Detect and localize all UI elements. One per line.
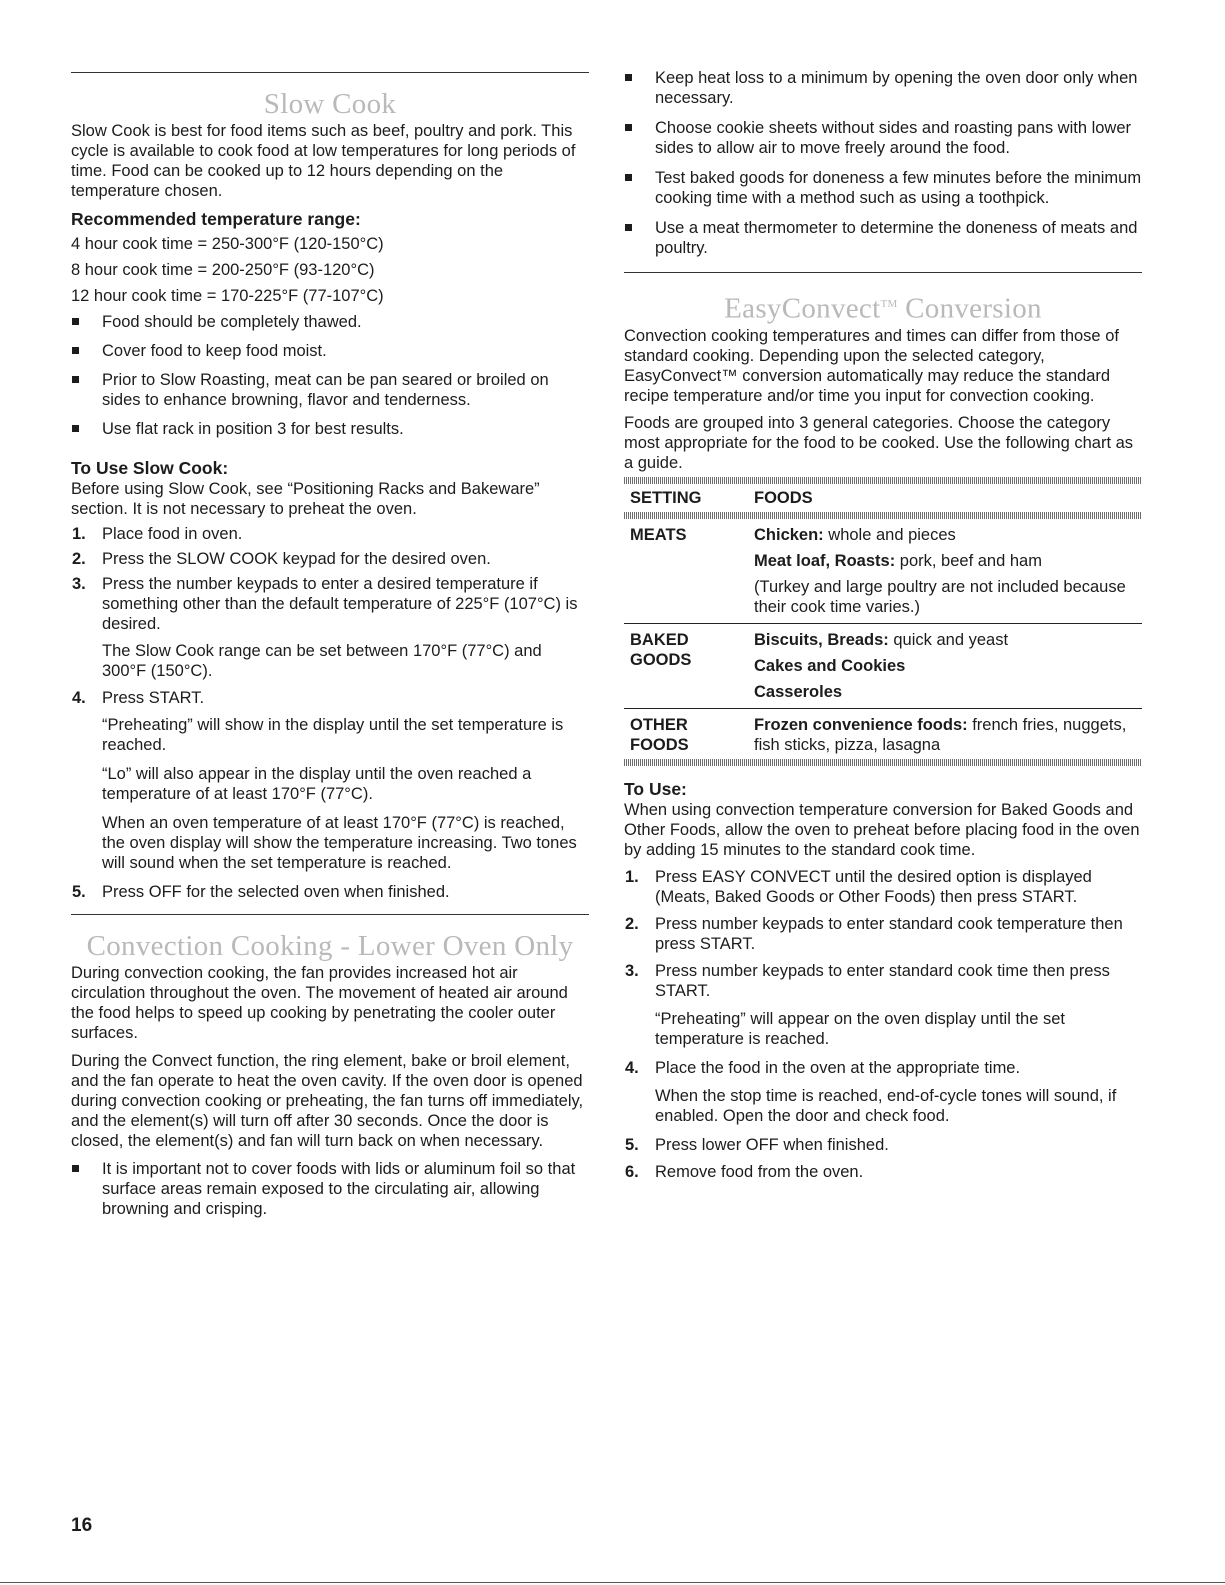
step-number: 3.	[72, 575, 86, 593]
step-note: When the stop time is reached, end-of-cycle tones will sound, if enabled. Open the door and check food.	[655, 1086, 1117, 1125]
foods-cell	[754, 709, 1142, 759]
step-number: 4.	[72, 689, 86, 707]
step-note: The Slow Cook range can be set between 170°F (77°C) and 300°F (150°C).	[102, 642, 542, 680]
step-number: 4.	[625, 1058, 639, 1077]
step-item	[624, 914, 1142, 954]
bullet-item: Use flat rack in position 3 for best results.	[71, 419, 589, 439]
range-item: 4 hour cook time = 250-300°F (120-150°C)	[71, 235, 384, 253]
setting-label: GOODS	[630, 650, 692, 669]
step-item	[624, 1135, 1142, 1155]
bullet-item: Food should be completely thawed.	[71, 312, 589, 332]
food-label: Chicken:	[754, 525, 824, 544]
bullet-item: Choose cookie sheets without sides and roasting pans with lower sides to allow air to move freely around the food.	[624, 118, 1142, 158]
to-use-intro: When using convection temperature conversion for Baked Goods and Other Foods, allow the oven to preheat before placing food in the oven by adding 15 minutes to the standard cook time.	[624, 800, 1140, 859]
bullet-item: Cover food to keep food moist.	[71, 341, 589, 361]
range-list	[71, 234, 589, 306]
table-header-setting: SETTING	[630, 488, 702, 507]
setting-baked-goods	[624, 624, 754, 708]
to-use-heading: To Use:	[624, 778, 687, 799]
step-item	[624, 961, 1142, 1001]
step-text: Place food in oven.	[102, 525, 243, 543]
easyconvect-para-1: Convection cooking temperatures and times can differ from those of standard cooking. Depending upon the selected category, EasyConvect™ conversion automatically may reduce the standard recipe temperature and/or time you input for convection cooking.	[624, 326, 1119, 405]
foods-cell	[754, 624, 1142, 708]
conversion-table	[624, 484, 1142, 512]
food-note: (Turkey and large poultry are not included because their cook time varies.)	[754, 577, 1126, 616]
table-header-row	[624, 484, 1142, 512]
step-item	[624, 1058, 1142, 1078]
title-text: EasyConvect	[724, 292, 881, 325]
step-number: 1.	[72, 525, 86, 543]
step-item	[71, 549, 589, 569]
left-column	[71, 0, 589, 1219]
step-text: Remove food from the oven.	[655, 1162, 864, 1181]
step-item	[71, 574, 589, 634]
food-desc: whole and pieces	[823, 525, 956, 544]
step-text: Press START.	[102, 689, 205, 707]
setting-label: OTHER	[630, 715, 688, 734]
page-bottom-edge	[0, 1582, 1225, 1583]
easyconvect-para-2: Foods are grouped into 3 general categories. Choose the category most appropriate for the food to be cooked. Use the following chart as a guide.	[624, 413, 1134, 472]
range-item: 8 hour cook time = 200-250°F (93-120°C)	[71, 261, 375, 279]
easyconvect-steps	[624, 867, 1142, 1182]
title-text: Conversion	[905, 292, 1042, 325]
step-number: 2.	[625, 914, 639, 933]
bullet-item: Use a meat thermometer to determine the doneness of meats and poultry.	[624, 218, 1142, 258]
table-row	[624, 709, 1142, 759]
step-item	[624, 1162, 1142, 1182]
slow-cook-intro: Slow Cook is best for food items such as beef, poultry and pork. This cycle is available to cook food at low temperatures for long periods of time. Food can be cooked up to 12 hours depending on the temperature chosen.	[71, 122, 576, 200]
setting-label: FOODS	[630, 735, 689, 754]
page-number: 16	[71, 1515, 93, 1536]
step-note: “Lo” will also appear in the display until the oven reached a temperature of at least 170°F (77°C).	[102, 765, 532, 803]
step-number: 2.	[72, 550, 86, 568]
step-number: 5.	[625, 1135, 639, 1154]
conversion-table-body	[624, 624, 1142, 708]
range-heading: Recommended temperature range:	[71, 209, 361, 229]
slow-cook-steps	[71, 524, 589, 902]
step-note: When an oven temperature of at least 170°F (77°C) is reached, the oven display will show the temperature increasing. Two tones will sound when the set temperature is reached.	[102, 814, 577, 872]
step-note: “Preheating” will show in the display until the set temperature is reached.	[102, 716, 564, 754]
easyconvect-title	[624, 287, 1142, 326]
section-rule	[71, 914, 589, 915]
bullet-item: Prior to Slow Roasting, meat can be pan seared or broiled on sides to enhance browning, flavor and tenderness.	[71, 370, 589, 410]
step-text: Press number keypads to enter standard cook temperature then press START.	[655, 914, 1123, 953]
slow-cook-bullets	[71, 312, 589, 439]
table-row	[624, 624, 1142, 708]
section-rule	[71, 72, 589, 73]
food-desc: french fries, nuggets, fish sticks, pizza, lasagna	[754, 715, 1127, 754]
step-text: Press the number keypads to enter a desired temperature if something other than the default temperature of 225°F (107°C) is desired.	[102, 575, 578, 633]
step-number: 3.	[625, 961, 639, 980]
table-row	[624, 519, 1142, 623]
step-text: Place the food in the oven at the appropriate time.	[655, 1058, 1021, 1077]
step-number: 5.	[72, 883, 86, 901]
table-bottom-dots	[624, 759, 1142, 766]
step-item	[624, 867, 1142, 907]
food-label: Biscuits, Breads:	[754, 630, 889, 649]
step-text: Press number keypads to enter standard cook time then press START.	[655, 961, 1110, 1000]
to-use-slow-cook-heading: To Use Slow Cook:	[71, 458, 229, 478]
foods-cell	[754, 519, 1142, 623]
food-entry: Casseroles	[754, 682, 843, 701]
setting-meats: MEATS	[630, 525, 687, 544]
step-text: Press lower OFF when finished.	[655, 1135, 889, 1154]
trademark: TM	[880, 298, 898, 310]
food-entry	[754, 715, 1142, 755]
table-top-dots	[624, 477, 1142, 484]
bullet-item: It is important not to cover foods with lids or aluminum foil so that surface areas remain exposed to the circulating air, allowing browning and crisping.	[71, 1159, 589, 1219]
step-text: Press EASY CONVECT until the desired option is displayed (Meats, Baked Goods or Other Foods) then press START.	[655, 867, 1092, 906]
conversion-table-body	[624, 519, 1142, 623]
setting-label: BAKED	[630, 630, 689, 649]
conversion-table-body	[624, 709, 1142, 759]
step-number: 1.	[625, 867, 639, 886]
table-header-foods: FOODS	[754, 488, 813, 507]
food-entry	[754, 525, 1142, 545]
range-item: 12 hour cook time = 170-225°F (77-107°C)	[71, 287, 384, 305]
to-use-intro: Before using Slow Cook, see “Positioning Racks and Bakeware” section. It is not necessary to preheat the oven.	[71, 480, 540, 518]
step-text: Press OFF for the selected oven when finished.	[102, 883, 450, 901]
bullet-item: Test baked goods for doneness a few minutes before the minimum cooking time with a method such as using a toothpick.	[624, 168, 1142, 208]
food-entry: Cakes and Cookies	[754, 656, 906, 675]
bullet-item: Keep heat loss to a minimum by opening the oven door only when necessary.	[624, 68, 1142, 108]
section-rule	[624, 272, 1142, 273]
step-item	[71, 688, 589, 708]
convection-para-1: During convection cooking, the fan provides increased hot air circulation throughout the oven. The movement of heated air around the food helps to speed up cooking by penetrating the cooler outer surfaces.	[71, 964, 568, 1042]
food-desc: pork, beef and ham	[895, 551, 1042, 570]
table-header-dots	[624, 512, 1142, 519]
convection-para-2: During the Convect function, the ring element, bake or broil element, and the fan operate to heat the oven cavity. If the oven door is opened during convection cooking or preheating, the fan turns off immediately, and the element(s) will turn off after 30 seconds. Once the door is closed, the element(s) and fan will turn back on when necessary.	[71, 1052, 584, 1150]
step-item	[71, 882, 589, 902]
slow-cook-title: Slow Cook	[263, 88, 397, 120]
food-label: Frozen convenience foods:	[754, 715, 968, 734]
step-number: 6.	[625, 1162, 639, 1181]
food-entry	[754, 630, 1142, 650]
convection-title: Convection Cooking - Lower Oven Only	[86, 930, 574, 962]
food-label: Meat loaf, Roasts:	[754, 551, 896, 570]
food-desc: quick and yeast	[888, 630, 1009, 649]
step-item	[71, 524, 589, 544]
right-column	[624, 0, 1142, 1182]
food-entry	[754, 551, 1142, 571]
step-text: Press the SLOW COOK keypad for the desired oven.	[102, 550, 491, 568]
setting-other-foods	[624, 709, 754, 759]
step-note: “Preheating” will appear on the oven display until the set temperature is reached.	[655, 1009, 1065, 1048]
